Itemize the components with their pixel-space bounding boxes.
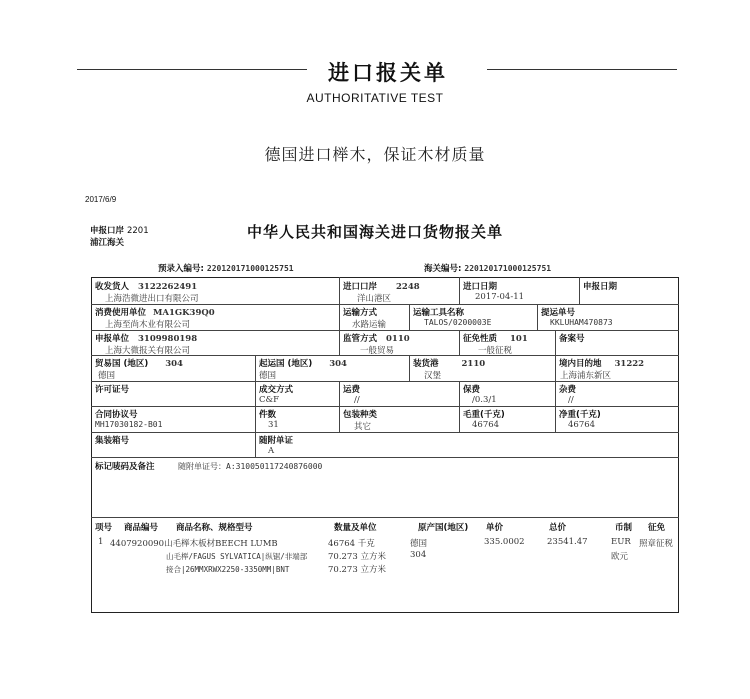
goods-spec-line-1: 山毛榉/FAGUS SYLVATICA|纵锯/非端部 — [166, 552, 308, 561]
page-title: 进口报关单 — [328, 61, 448, 85]
grid-col — [555, 330, 556, 356]
document-date: 2017/6/9 — [85, 195, 117, 204]
grid-col — [339, 277, 340, 305]
header-rule-left — [77, 69, 307, 70]
freight-value: // — [354, 395, 360, 405]
consumer — [95, 306, 215, 318]
container-label: 集装箱号 — [95, 436, 130, 446]
insurance-label: 保费 — [463, 385, 481, 395]
goods-qty-2: 70.273 立方米 — [328, 552, 386, 562]
origin-country-code: 304 — [329, 359, 347, 369]
deal-label: 成交方式 — [259, 385, 294, 395]
goods-levy: 照章征税 — [639, 539, 674, 549]
grid-col — [339, 304, 340, 331]
consignee-label-text: 收发货人 — [95, 282, 130, 292]
marks-value: 随附单证号：A:310050117240876000 — [178, 462, 323, 471]
tax-label: 征免性质 — [463, 334, 498, 344]
goods-header-no: 项号 — [95, 523, 113, 533]
grid-col — [579, 277, 580, 305]
gross-weight-label: 毛重(千克) — [463, 410, 505, 420]
consumer-name: 上海至尚木业有限公司 — [105, 320, 191, 330]
grid-row — [91, 406, 679, 407]
declarant-label: 申报单位 — [95, 334, 130, 344]
consumer-code: MA1GK39Q0 — [152, 308, 215, 318]
entry-port — [343, 280, 420, 292]
goods-header-total: 总价 — [549, 523, 567, 533]
pre-entry-number — [158, 262, 294, 274]
supervision-label: 监管方式 — [343, 334, 378, 344]
consumer-label: 消费使用单位 — [95, 308, 147, 318]
goods-origin-code: 304 — [410, 550, 427, 560]
customs-number-value: 220120171000125751 — [464, 264, 552, 273]
consignee-label — [95, 280, 197, 292]
declarant — [95, 332, 197, 344]
goods-item-no: 1 — [98, 537, 104, 547]
origin-country-name: 德国 — [259, 371, 277, 381]
import-date-label: 进口日期 — [463, 282, 498, 292]
attached-docs-value: A — [268, 446, 275, 456]
misc-value: // — [568, 395, 574, 405]
grid-col — [339, 381, 340, 407]
grid-row — [91, 457, 679, 458]
vessel-label: 运输工具名称 — [413, 308, 465, 318]
grid-row — [91, 330, 679, 331]
customs-number-label: 海关编号: — [424, 264, 462, 274]
goods-code-name: 4407920090山毛榉木板材BEECH LUMB — [110, 539, 278, 549]
loading-port — [413, 357, 485, 369]
goods-qty-3: 70.273 立方米 — [328, 565, 386, 575]
vessel: TALOS/0200003E — [424, 318, 492, 327]
contract-label: 合同协议号 — [95, 410, 138, 420]
destination-label: 境内目的地 — [559, 359, 602, 369]
transport-mode-label: 运输方式 — [343, 308, 378, 318]
deal-value: C&F — [259, 395, 279, 405]
grid-col — [255, 381, 256, 407]
trade-country-code: 304 — [165, 359, 183, 369]
grid-col — [459, 277, 460, 305]
goods-header-name: 商品名称、规格型号 — [176, 523, 253, 533]
grid-row — [91, 304, 679, 305]
net-weight-label: 净重(千克) — [559, 410, 601, 420]
marks-label: 标记唛码及备注 — [95, 462, 155, 472]
pieces-label: 件数 — [259, 410, 277, 420]
freight-label: 运费 — [343, 385, 361, 395]
package-value: 其它 — [354, 422, 372, 432]
goods-header-origin: 原产国(地区) — [418, 523, 469, 533]
grid-row — [91, 432, 679, 433]
import-date: 2017-04-11 — [475, 292, 525, 302]
grid-row — [91, 517, 679, 518]
goods-header-code: 商品编号 — [124, 523, 159, 533]
entry-port-label: 进口口岸 — [343, 282, 378, 292]
insurance-value: /0.3/1 — [472, 395, 497, 405]
misc-label: 杂费 — [559, 385, 577, 395]
entry-port-code: 2248 — [395, 282, 420, 292]
destination-code: 31222 — [614, 359, 645, 369]
gross-weight-value: 46764 — [472, 420, 500, 430]
pieces-value: 31 — [268, 420, 279, 430]
grid-col — [339, 406, 340, 433]
package-label: 包装种类 — [343, 410, 378, 420]
goods-unit-price: 335.0002 — [484, 537, 525, 547]
supervision-value: 一般贸易 — [360, 346, 395, 356]
grid-col — [255, 355, 256, 382]
destination-name: 上海浦东新区 — [560, 371, 612, 381]
entry-port-name: 洋山港区 — [357, 294, 392, 304]
grid-col — [459, 330, 460, 356]
page-tagline: 德国进口榉木，保证木材质量 — [264, 145, 486, 164]
trade-country — [95, 357, 183, 369]
record-label: 备案号 — [559, 334, 585, 344]
net-weight-value: 46764 — [568, 420, 596, 430]
grid-col — [255, 432, 256, 458]
declare-port-name: 浦江海关 — [90, 238, 125, 248]
attached-docs-label: 随附单证 — [259, 436, 294, 446]
declare-port-label — [90, 224, 149, 236]
license-label: 许可证号 — [95, 385, 130, 395]
grid-col — [537, 304, 538, 331]
grid-col — [459, 406, 460, 433]
trade-country-name: 德国 — [98, 371, 116, 381]
contract-value: MH17030182-B01 — [95, 420, 163, 429]
goods-currency-name: 欧元 — [611, 552, 629, 562]
origin-country-label: 起运国 (地区) — [259, 359, 313, 369]
declare-date-label: 申报日期 — [583, 282, 618, 292]
document-title: 中华人民共和国海关进口货物报关单 — [247, 223, 504, 241]
goods-header-levy: 征免 — [648, 523, 666, 533]
pre-entry-label: 预录入编号: — [158, 264, 204, 274]
page-subtitle-en: AUTHORITATIVE TEST — [306, 91, 444, 105]
transport-mode: 水路运输 — [352, 320, 387, 330]
grid-col — [555, 355, 556, 382]
destination — [559, 357, 644, 369]
grid-col — [555, 406, 556, 433]
loading-port-label: 装货港 — [413, 359, 439, 369]
goods-currency: EUR — [611, 537, 631, 547]
grid-col — [409, 304, 410, 331]
loading-port-code: 2110 — [461, 359, 486, 369]
declare-port-code: 2201 — [126, 226, 149, 236]
supervision-code: 0110 — [385, 334, 410, 344]
grid-col — [255, 406, 256, 433]
declarant-code: 3109980198 — [137, 334, 198, 344]
grid-col — [339, 330, 340, 356]
customs-number — [424, 262, 551, 274]
declarant-name: 上海大微报关有限公司 — [105, 346, 191, 356]
header-rule-right — [487, 69, 677, 70]
declare-port-label-text: 申报口岸 — [90, 226, 125, 236]
goods-header-currency: 币制 — [615, 523, 633, 533]
origin-country — [259, 357, 347, 369]
consignee-name: 上海浩微进出口有限公司 — [105, 294, 199, 304]
goods-total-price: 23541.47 — [547, 537, 588, 547]
loading-port-name: 汉堡 — [424, 371, 442, 381]
tax-nature — [463, 332, 528, 344]
bl-label: 提运单号 — [541, 308, 576, 318]
bl-no: KKLUHAM470873 — [550, 318, 613, 327]
trade-country-label: 贸易国 (地区) — [95, 359, 149, 369]
goods-header-qty: 数量及单位 — [334, 523, 377, 533]
goods-spec-line-2: 接合|26MMXRWX2250-3350MM|BNT — [166, 565, 290, 574]
tax-value: 一般征税 — [478, 346, 513, 356]
goods-origin: 德国 — [410, 539, 428, 549]
pre-entry-value: 220120171000125751 — [206, 264, 294, 273]
goods-header-unit-price: 单价 — [486, 523, 504, 533]
consignee-code: 3122262491 — [137, 282, 198, 292]
goods-qty-1: 46764 千克 — [328, 539, 375, 549]
supervision — [343, 332, 410, 344]
grid-col — [459, 381, 460, 407]
grid-row — [91, 381, 679, 382]
tax-code: 101 — [509, 334, 528, 344]
grid-col — [409, 355, 410, 382]
grid-col — [555, 381, 556, 407]
